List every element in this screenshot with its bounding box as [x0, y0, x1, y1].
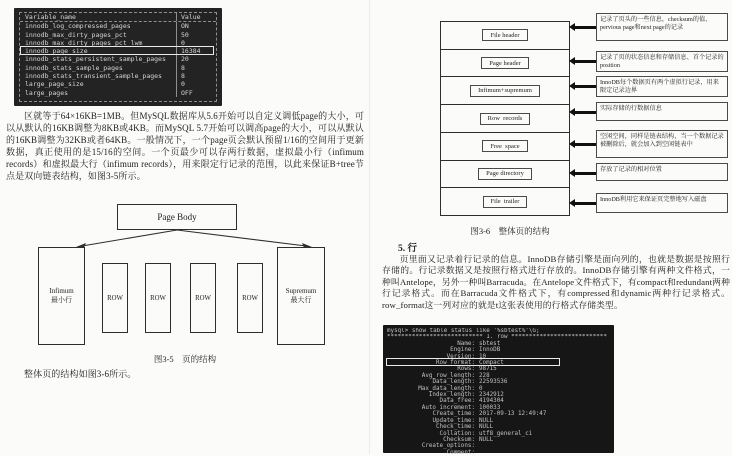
field-value: NULL [479, 436, 494, 443]
variables-table [19, 12, 217, 102]
field-key: Avg_row_length: [421, 372, 475, 379]
body-paragraph-page-size: 区就等于64×16KB=1MB。但MySQL数据库从5.6开始可以自定义调低page的大小，可以从默认的16KB调整为8KB或4KB。而MySQL 5.7开始可以调高page的大小，可以从默认的16KB调整为32KB或者64KB。一般情况下，一个page页会默认预留1/16的空间用于更新数据，真正使用的是15/16的空间。一个页最少可以存两行数据，虚拟最小行（infimum records）和虚拟最大行（infimum records），用来限定行记录的范围，以此来保证B+tree节点是双向链表结构，如图3-5所示。 [6, 111, 364, 181]
field-key: Data_free: [439, 398, 475, 405]
variable-value: 16384 [181, 47, 201, 56]
row-box: ROW [145, 263, 171, 333]
row-box: ROW [190, 263, 216, 333]
variable-name: innodb_max_dirty_pages_pct [22, 31, 177, 39]
status-field-row [387, 450, 610, 456]
section-heading-row: 5. 行 [398, 244, 418, 254]
page-structure-stack [440, 21, 570, 216]
field-value: 22593536 [479, 379, 508, 386]
field-key: Row_format: [435, 360, 475, 367]
variable-row [20, 55, 216, 63]
variable-value: OFF [181, 88, 193, 97]
variable-row [20, 72, 216, 80]
annotation-arrow [575, 26, 596, 29]
annotation-file-trailer: InnoDB利用它来保证页完整地写入磁盘 [596, 193, 728, 213]
field-value: Compact [479, 360, 504, 367]
variable-name: innodb_stats_transient_sample_pages [22, 72, 177, 80]
row-box: ROW [237, 263, 263, 333]
field-key: Version: [446, 353, 475, 360]
annotation-page-directory: 存放了记录的相对位置 [596, 163, 728, 181]
field-key: Check_time: [435, 424, 475, 431]
column-divider [369, 0, 370, 454]
body-paragraph-row-format: 页里面又记录着行记录的信息。InnoDB存储引擎是面向列的，也就是数据是按照行存储的。行记录数据又是按照行格式进行存放的。InnoDB存储引擎有两种文件格式，一种叫Antelope，另外一种叫Barracuda。在Antelope文件格式下，有compact和redundant两种行记录格式。而在Barracuda文件格式下，有compressed和dynamic两种行记录格式。row_format这一列对应的就是t这张表使用的行格式存储类型。 [382, 254, 730, 310]
row-box: ROW [102, 263, 128, 333]
page-header-box: Page header [481, 57, 529, 69]
mysql-variables-terminal [14, 8, 222, 106]
variable-row [20, 64, 216, 72]
variable-row [20, 39, 216, 47]
field-key: Create_options: [421, 443, 475, 450]
variable-row [20, 89, 216, 97]
page-body-box: Page Body [117, 204, 237, 230]
stack-row-infimum-supremum [441, 77, 569, 105]
supremum-box [277, 247, 325, 345]
variable-name: innodb_stats_sample_pages [22, 64, 177, 72]
field-value: 100033 [479, 404, 501, 411]
field-key: Collation: [439, 430, 475, 437]
field-key: Comment: [446, 449, 475, 456]
annotation-free-space: 空闲空间，同样是链表结构，当一个数据记录被删除后，就会加入到空闲链表中 [596, 130, 728, 158]
annotation-arrow [575, 143, 596, 146]
annotation-file-header: 记录了页头的一些信息，checksum的值、pervious page和next page的记录 [596, 13, 728, 41]
field-value: 0 [479, 385, 483, 392]
column-header-value: Value [181, 13, 201, 21]
variable-value: 20 [181, 55, 189, 64]
variable-row [20, 22, 216, 30]
field-value: utf8_general_ci [479, 430, 533, 437]
stack-row-file-header [441, 22, 569, 50]
infimum-label-en: Infimum [49, 287, 74, 295]
field-value: NULL [479, 417, 494, 424]
variable-name: large_pages [22, 89, 177, 97]
field-key: Index_length: [428, 392, 475, 399]
row-separator: *************************** 1. row *************************** [387, 334, 607, 341]
field-value: 10 [479, 353, 487, 360]
variable-value: 8 [181, 63, 185, 72]
field-key: Data_length: [432, 379, 475, 386]
field-value: 2017-09-13 12:49:47 [479, 411, 547, 418]
annotation-infimum-supremum: InnoDB每个数据页有两个虚拟行记录，用来限定记录边界 [596, 76, 728, 97]
variable-row [20, 80, 216, 88]
field-key: Update_time: [432, 417, 475, 424]
infimum-supremum-box: Infimum+supremum [470, 85, 540, 97]
free-space-box: Free space [482, 140, 527, 152]
stack-row-page-directory [441, 161, 569, 189]
row-records-box: Row records [480, 113, 531, 125]
field-value: 2342912 [479, 392, 504, 399]
field-value: 98715 [479, 366, 497, 373]
annotation-arrow [575, 60, 596, 63]
field-key: Checksum: [443, 436, 475, 443]
field-key: Max_data_length: [418, 385, 475, 392]
supremum-label-en: Supremum [285, 287, 317, 295]
figure-3-5 [10, 200, 360, 350]
field-key: Name: [457, 340, 475, 347]
variable-name: innodb_stats_persistent_sample_pages [22, 55, 177, 63]
annotation-arrow [575, 111, 596, 114]
field-value: NULL [479, 424, 494, 431]
field-key: Rows: [457, 366, 475, 373]
annotation-page-header: 记录了页的状态信息和存储信息、首个记录的position [596, 51, 728, 72]
figure-3-5-caption: 图3-5 页的结构 [153, 354, 217, 364]
variable-name: innodb_max_dirty_pages_pct_lwm [22, 39, 177, 47]
field-value: sbtest [479, 340, 501, 347]
table-status-terminal [383, 325, 614, 456]
field-key: Create_time: [432, 411, 475, 418]
infimum-label-zh: 最小行 [51, 296, 72, 304]
variable-row-highlighted [20, 47, 216, 55]
stack-row-free-space [441, 133, 569, 161]
stack-row-page-header [441, 50, 569, 78]
field-value: InnoDB [479, 347, 501, 354]
mysql-command: mysql> show table status like '%sbtest%'\G; [387, 328, 540, 334]
stack-row-file-trailer [441, 188, 569, 215]
column-header-variable-name: Variable_name [22, 13, 177, 21]
field-value: 4194304 [479, 398, 504, 405]
field-key: Auto_increment: [421, 404, 475, 411]
figure-3-6 [380, 10, 732, 220]
file-trailer-box: File trailer [483, 196, 528, 208]
file-header-box: File header [482, 29, 527, 41]
field-key: Engine: [450, 347, 475, 354]
field-value [475, 450, 479, 456]
body-paragraph-transition: 整体页的结构如图3-6所示。 [24, 369, 137, 379]
variable-value: 0 [181, 80, 185, 89]
annotation-row-records: 实际存储的行数据信息 [596, 102, 728, 121]
variable-value: 50 [181, 30, 189, 39]
variable-name: large_page_size [22, 80, 177, 88]
variables-table-header [20, 13, 216, 22]
variable-value: 0 [181, 38, 185, 47]
annotation-arrow [575, 85, 596, 88]
variable-row [20, 31, 216, 39]
field-value: 228 [479, 372, 490, 379]
variable-value: 8 [181, 72, 185, 81]
variable-name: innodb_page_size [22, 47, 177, 55]
infimum-box [38, 247, 85, 345]
annotation-arrow [575, 202, 596, 205]
annotation-arrow [575, 172, 596, 175]
variable-name: innodb_log_compressed_pages [22, 22, 177, 30]
page-directory-box: Page directory [478, 168, 532, 180]
figure-3-6-caption: 图3-6 整体页的结构 [470, 226, 550, 236]
stack-row-row-records [441, 105, 569, 133]
variable-value: ON [181, 22, 189, 31]
supremum-label-zh: 最大行 [290, 296, 312, 304]
